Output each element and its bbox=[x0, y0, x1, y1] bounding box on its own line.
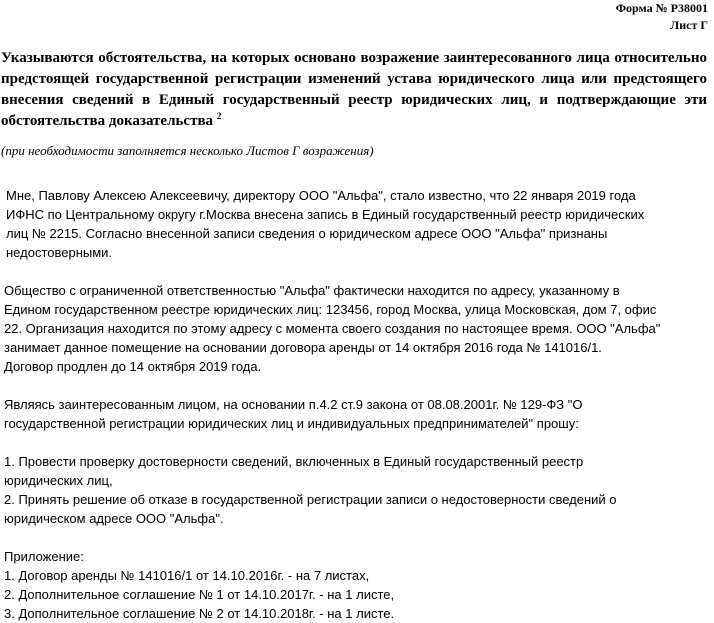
text-line: 2. Принять решение об отказе в государственной регистрации записи о недостоверности сведений о bbox=[4, 492, 617, 507]
text-line: Едином государственном реестре юридических лиц: 123456, город Москва, улица Московская, дом 7, офис bbox=[4, 302, 657, 317]
attachment-item: 2. Дополнительное соглашение № 1 от 14.10.2017г. - на 1 листе, bbox=[4, 587, 395, 602]
attachments-section bbox=[4, 547, 704, 623]
section-heading bbox=[1, 48, 707, 132]
text-line: ИФНС по Центральному округу г.Москва внесена запись в Единый государственный реестр юридических bbox=[6, 207, 645, 222]
fill-note: (при необходимости заполняется несколько Листов Г возражения) bbox=[1, 143, 374, 158]
text-line: юридическом адресе ООО "Альфа". bbox=[4, 511, 224, 526]
attachments-title: Приложение: bbox=[4, 549, 84, 564]
attachment-item: 3. Дополнительное соглашение № 2 от 14.10.2018г. - на 1 листе. bbox=[4, 606, 395, 621]
text-line: 22. Организация находится по этому адресу с момента своего создания по настоящее время. ООО "Альфа" bbox=[4, 321, 661, 336]
objection-body bbox=[4, 186, 704, 623]
paragraph-request bbox=[4, 395, 704, 433]
heading-text: Указываются обстоятельства, на которых основано возражение заинтересованного лица относительно предстоящей государственной регистрации изменений устава юридического лица или предстоящего внесения сведений в Единый государственный реестр юридических лиц, и подтверждающие эти обстоятельства доказательства bbox=[1, 50, 707, 129]
request-list bbox=[4, 452, 704, 528]
text-line: Общество с ограниченной ответственностью "Альфа" фактически находится по адресу, указанному в bbox=[4, 283, 620, 298]
sheet-label: Лист Г bbox=[670, 18, 708, 32]
form-number: Форма № Р38001 bbox=[615, 1, 708, 15]
heading-footnote-marker: 2 bbox=[216, 111, 222, 121]
text-line: Являясь заинтересованным лицом, на основании п.4.2 ст.9 закона от 08.08.2001г. № 129-ФЗ "О bbox=[4, 397, 583, 412]
text-line: недостоверными. bbox=[6, 245, 113, 260]
text-line: лиц № 2215. Согласно внесенной записи сведения о юридическом адресе ООО "Альфа" признаны bbox=[6, 226, 608, 241]
text-line: государственной регистрации юридических лиц и индивидуальных предпринимателей" прошу: bbox=[4, 416, 579, 431]
attachment-item: 1. Договор аренды № 141016/1 от 14.10.2016г. - на 7 листах, bbox=[4, 568, 370, 583]
text-line: Мне, Павлову Алексею Алексеевичу, директору ООО "Альфа", стало известно, что 22 января 2019 года bbox=[6, 188, 636, 203]
paragraph-notice bbox=[4, 186, 704, 262]
paragraph-address bbox=[4, 281, 704, 376]
text-line: занимает данное помещение на основании договора аренды от 14 октября 2016 года № 141016/1. bbox=[4, 340, 602, 355]
text-line: Договор продлен до 14 октября 2019 года. bbox=[4, 359, 262, 374]
text-line: юридических лиц, bbox=[4, 473, 113, 488]
text-line: 1. Провести проверку достоверности сведений, включенных в Единый государственный реестр bbox=[4, 454, 584, 469]
form-header bbox=[616, 0, 708, 34]
